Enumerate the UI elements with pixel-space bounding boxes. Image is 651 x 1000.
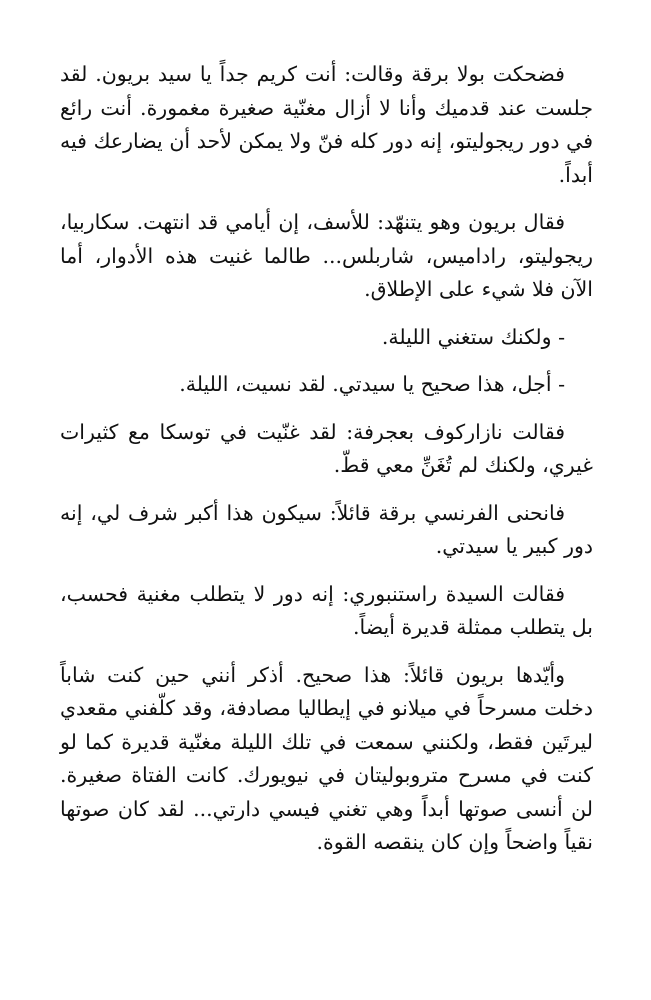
dialogue-line-2: - أجل، هذا صحيح يا سيدتي. لقد نسيت، الليلة.: [179, 372, 565, 396]
paragraph-6: وأيّدها بريون قائلاً: هذا صحيح. أذكر أنني حين كنت شاباً دخلت مسرحاً في ميلانو في إيطاليا مصادفة، وقد كلّفني مقعدي ليرتَين فقط، ولكنني سمعت في تلك الليلة مغنّية قديرة كما لو كنت في مسرح متروبوليتان في نيويورك. كانت الفتاة صغيرة. لن أنسى صوتها أبداً وهي تغني فيسي دارتي... لقد كان صوتها نقياً واضحاً وإن كان ينقصه القوة.: [60, 662, 593, 854]
paragraph-2: فقال بريون وهو يتنهّد: للأسف، إن أيامي قد انتهت. سكاربيا، ريجوليتو، راداميس، شاربلس... طالما غنيت هذه الأدوار، أما الآن فلا شيء على الإطلاق.: [60, 210, 593, 301]
paragraph-5: فقالت السيدة راستنبوري: إنه دور لا يتطلب مغنية فحسب، بل يتطلب ممثلة قديرة أيضاً.: [60, 581, 593, 639]
dialogue-line-1: - ولكنك ستغني الليلة.: [381, 324, 565, 349]
book-page: [60, 58, 593, 874]
paragraph-1: فضحكت بولا برقة وقالت: أنت كريم جداً يا سيد بريون. لقد جلست عند قدميك وأنا لا أزال مغنّية صغيرة مغمورة. أنت رائع في دور ريجوليتو، إنه دور كله فنّ ولا يمكن لأحد أن يضارعك فيه أبداً.: [60, 62, 593, 187]
paragraph-3: فقالت نازاركوف بعجرفة: لقد غنّيت في توسكا مع كثيرات غيري، ولكنك لم تُغَنِّ معي قطّ.: [60, 419, 593, 477]
paragraph-4: فانحنى الفرنسي برقة قائلاً: سيكون هذا أكبر شرف لي، إنه دور كبير يا سيدتي.: [60, 500, 593, 558]
